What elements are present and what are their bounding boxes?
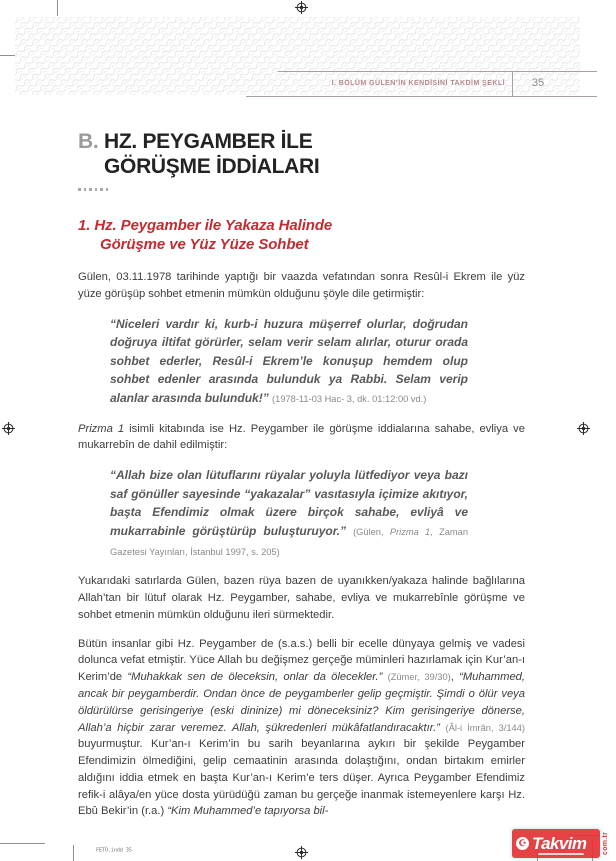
registration-mark-top [295, 1, 308, 14]
header-rule-bottom [246, 96, 597, 97]
page-content [78, 129, 525, 832]
paragraph: Bütün insanlar gibi Hz. Peygamber de (s.a.s.) belli bir ecelle dünyaya gelmiş ve vadesi dolunca vefat etmiştir. Yüce Allah bu değişmez gerçeğe müminleri hazırlamak için Kur’an-ı Kerim’de “Muhakkak sen de öleceksin, onlar da ölecekler.” (Zümer, 39/30), “Muhammed, ancak bir peygamberdir. Ondan önce de peygamberler gelip geçmiştir. Şimdi o ölür veya öldürülürse gerisingeriye (eski dininize) mi döneceksiniz? Kim gerisingeriye dönerse, Allah’a hiçbir zarar veremez. Allah, şükredenleri mükâfatlandıracaktır.” (Âl-i İmrân, 3/144) buyurmuştur. Kur’an-ı Kerim’in bu sarih beyanlarına aykırı bir şekilde Peygamber Efendimizin ölmediğini, gelip cemaatinin arasında dolaştığını, ondan birtakım emirler aldığını iddia etmek en başta Kur’an-ı Kerim’e ters düşer. Ayrıca Peygamber Efendimiz refik-i alâya/en yüce dosta yürüdüğü zaman bu gerçeğe inanmak istemeyenlere karşı Hz. Ebû Bekir’in (r.a.) “Kim Muhammed’e tapıyorsa bil- [78, 637, 525, 818]
chapter-title-row [78, 129, 525, 179]
running-header-chapter: I. BÖLÜM GÜLEN’İN KENDİSİNİ TAKDİM ŞEKLİ [331, 80, 505, 87]
body-blocks [78, 269, 525, 820]
paragraph: Prizma 1 isimli kitabında ise Hz. Peygamber ile görüşme iddialarına sahabe, evliya ve mukarrebîn de dahil edilmiştir: [78, 422, 525, 452]
takvim-watermark [506, 827, 616, 861]
header-rule-top [278, 71, 597, 72]
takvim-logo [512, 829, 600, 858]
star-crescent-icon: ☪ [516, 837, 529, 850]
section-heading-text: Hz. Peygamber ile Yakaza Halinde Görüşme ve Yüz Yüze Sohbet [94, 217, 333, 253]
paragraph: Gülen, 03.11.1978 tarihinde yaptığı bir vaazda vefatından sonra Resûl-i Ekrem ile yüz yüze görüşüp sohbet etmenin mümkün olduğunu şöyle dile getirmiştir: [78, 271, 525, 300]
quote-block: “Allah bize olan lütuflarını rüyalar yoluyla lütfediyor veya bazı saf gönüller sayesinde “yakazalar” vasıtasıyla içimize akıtıyor, başta Efendimiz olmak üzere birçok sahabe, evliyâ ve mukarrabinle görüştürüp buluşturuyor.” (Gülen, Prizma 1, Zaman Gazetesi Yayınları, İstanbul 1997, s. 205) [110, 468, 469, 557]
registration-mark-left [2, 422, 15, 435]
takvim-slogan-bar [538, 853, 584, 856]
paragraph: Yukarıdaki satırlarda Gülen, bazen rüya bazen de uyanıkken/yakaza halinde bağlılarına Allah’tan bir lütuf olarak Hz. Peygamber, sahabe, evliya ve mukarrebînle görüşme ve sohbet etmenin mümkün olduğunu ileri sürmektedir. [78, 575, 525, 621]
crop-mark [73, 845, 74, 861]
crop-mark [0, 55, 15, 56]
page-number: 35 [531, 77, 545, 89]
registration-mark-bottom [295, 846, 308, 859]
title-dotted-leader [78, 188, 525, 191]
chapter-title-letter: B. [78, 130, 99, 153]
chapter-title: HZ. PEYGAMBER İLE GÖRÜŞME İDDİALARI [104, 130, 320, 178]
quote-block: “Niceleri vardır ki, kurb-i huzura müşerref olurlar, doğrudan doğruya iltifat görürler, selam verir selam alırlar, oturur orada sohbet ederler, Resûl-i Ekrem’le konuşup hemdem olup sohbet edenler arasında bulunduk ya Rabbi. Selam verip alanlar arasında bulunduk!” (1978-11-03 Hac- 3, dk. 01:12:00 vd.) [110, 316, 468, 405]
section-heading-number: 1. [78, 217, 91, 234]
print-imprint-label: FETÖ.indd 35 [96, 847, 132, 853]
header-divider [512, 72, 513, 96]
crop-mark [0, 843, 45, 844]
takvim-domain-text: com.tr [602, 831, 609, 856]
registration-mark-right [577, 422, 590, 435]
takvim-brand-text: Takvim [532, 834, 587, 853]
crop-mark [57, 0, 58, 16]
section-heading [78, 216, 390, 254]
